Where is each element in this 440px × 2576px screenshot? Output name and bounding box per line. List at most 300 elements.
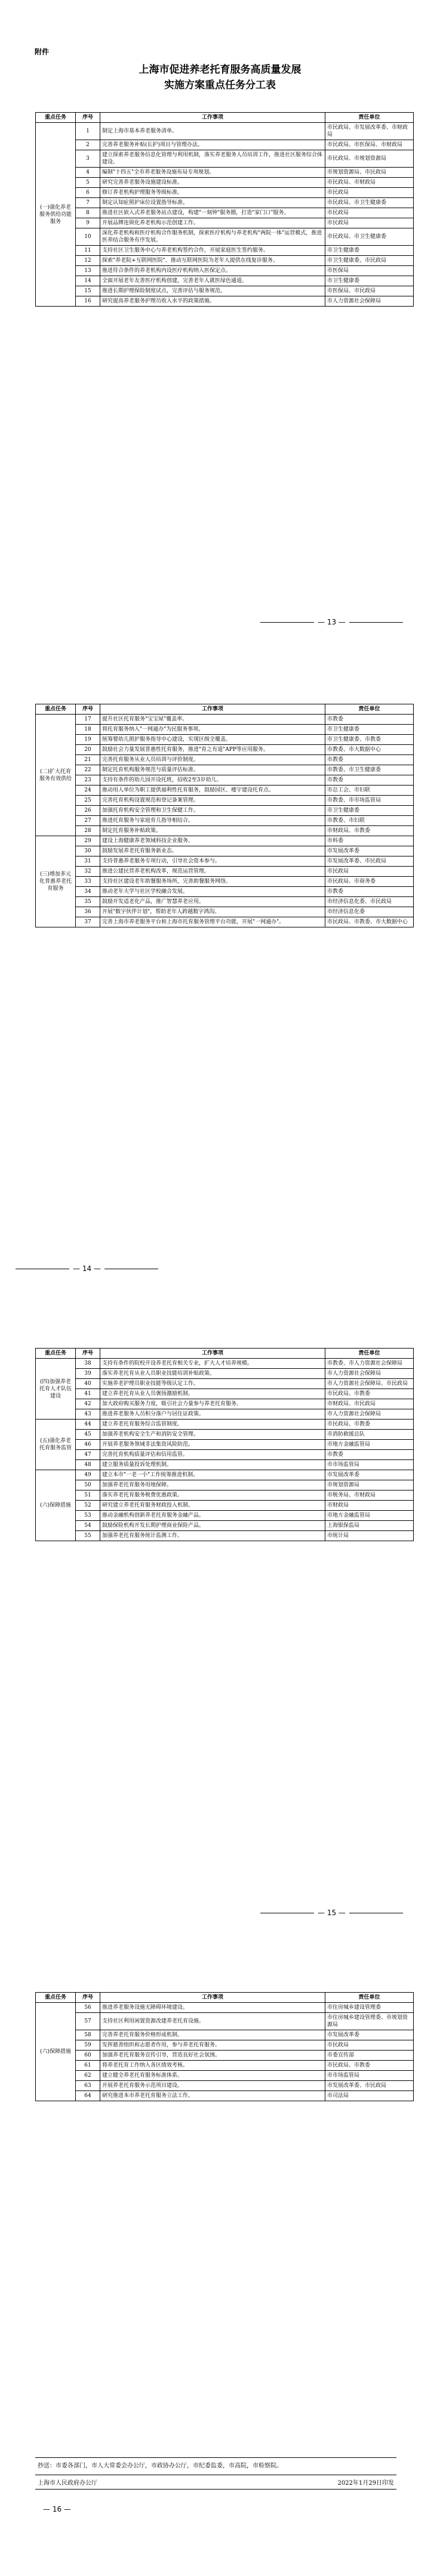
- responsible-unit: 市教委: [325, 755, 414, 765]
- table-row: [36, 168, 414, 178]
- table-row: [36, 1409, 414, 1420]
- responsible-unit: 市教委: [325, 715, 414, 725]
- responsible-unit: 市发展改革委、市民政局: [325, 2081, 414, 2091]
- row-number: 54: [76, 1521, 100, 1531]
- page-4: [0, 1932, 440, 2576]
- table-row: [36, 1389, 414, 1399]
- responsible-unit: 市住房城乡建设管理委: [325, 2003, 414, 2013]
- row-number: 58: [76, 2030, 100, 2040]
- responsible-unit: 市消防救援总队: [325, 1430, 414, 1440]
- work-item: 鼓励社会力量发展普惠性托育服务，推进"育之有道"APP等应用服务。: [100, 745, 325, 755]
- table-row: [36, 846, 414, 856]
- column-header: 工作事项: [100, 1993, 325, 2003]
- annex-label: 附件: [35, 48, 50, 56]
- work-item: 实施养老护理员职业技能等级认定工作。: [100, 1379, 325, 1389]
- responsible-unit: 市民政局、市医保局、市财政局: [325, 140, 414, 150]
- table-row: [36, 816, 414, 826]
- row-number: 49: [76, 1470, 100, 1480]
- work-item: 完善养老托育服务价格形成机制。: [100, 2030, 325, 2040]
- work-item: 建设上海健康养老领域科技企业服务。: [100, 836, 325, 846]
- responsible-unit: 市规划资源局: [325, 1480, 414, 1490]
- task-category: (四)加强养老托育人才队伍建设: [36, 1359, 76, 1420]
- column-header: 重点任务: [36, 1993, 76, 2003]
- responsible-unit: 市住房城乡建设管理委、市规划资源局: [325, 2013, 414, 2030]
- column-header: 序号: [76, 1993, 100, 2003]
- column-header: 序号: [76, 113, 100, 123]
- table-row: [36, 725, 414, 735]
- responsible-unit: 市财政局、市教委: [325, 826, 414, 836]
- table-row: [36, 907, 414, 917]
- table-row: [36, 246, 414, 256]
- row-number: 33: [76, 877, 100, 887]
- work-item: 建立服务质量投诉处理机制。: [100, 1460, 325, 1470]
- table-row: [36, 2013, 414, 2030]
- responsible-unit: 市卫生健康委、市教委: [325, 735, 414, 745]
- row-number: 63: [76, 2081, 100, 2091]
- cc-label: 抄送：: [38, 2463, 56, 2469]
- work-item: 加强养老托育服务用地保障。: [100, 1480, 325, 1490]
- work-item: 建立健全养老托育服务标准体系。: [100, 2071, 325, 2081]
- work-item: 探索"养老院+互联网医院"、推动互联网医院为老年人提供在线复诊服务。: [100, 256, 325, 266]
- cc-list: [35, 2458, 396, 2475]
- responsible-unit: 上海银保监局: [325, 1521, 414, 1531]
- issuer: 上海市人民政府办公厅: [38, 2480, 97, 2487]
- work-item: 推进公建民营养老机构改革，规范运营管理。: [100, 867, 325, 877]
- work-item: 加强养老机构安全生产和消防安全管理。: [100, 1430, 325, 1440]
- task-category: (六)保障措施: [36, 2003, 76, 2101]
- row-number: 30: [76, 846, 100, 856]
- work-item: 推进长期护理保险制度试点，完善评估与服务规范。: [100, 286, 325, 296]
- responsible-unit: 市民政局、市教委、市大数据中心: [325, 917, 414, 927]
- row-number: 31: [76, 856, 100, 867]
- table-row: [36, 1430, 414, 1440]
- row-number: 35: [76, 897, 100, 907]
- work-item: 完善托育服务从业人员培训与评价制度。: [100, 755, 325, 765]
- table-row: [36, 917, 414, 927]
- work-item: 提升社区托育服务"宝宝屋"覆盖率。: [100, 715, 325, 725]
- work-item: 支持社区建设老年助餐服务场所，完善助餐服务网络。: [100, 877, 325, 887]
- row-number: 4: [76, 168, 100, 178]
- column-header: 工作事项: [100, 1349, 325, 1359]
- table-row: [36, 775, 414, 786]
- task-category: (一)强化养老服务供给功能服务: [36, 123, 76, 307]
- table-row: [36, 1440, 414, 1450]
- table-row: [36, 1521, 414, 1531]
- work-item: 推进符合条件的养老机构内设医疗机构纳入医保定点。: [100, 266, 325, 276]
- row-number: 53: [76, 1511, 100, 1521]
- responsible-unit: 市人力资源社会保障局: [325, 1369, 414, 1379]
- table-row: [36, 228, 414, 246]
- table-row: [36, 123, 414, 140]
- row-number: 52: [76, 1501, 100, 1511]
- responsible-unit: 市民政局、市教委: [325, 1389, 414, 1399]
- row-number: 50: [76, 1480, 100, 1490]
- column-header: 工作事项: [100, 113, 325, 123]
- work-item: 完善养老服务补贴(长护)项目与管理办法。: [100, 140, 325, 150]
- row-number: 10: [76, 228, 100, 246]
- table-header-row: [36, 1993, 414, 2003]
- column-header: 责任单位: [325, 113, 414, 123]
- responsible-unit: 市民政局、市教委: [325, 1420, 414, 1430]
- work-item: 开展养老托育服务示范项目建设。: [100, 2081, 325, 2091]
- row-number: 55: [76, 1531, 100, 1541]
- row-number: 46: [76, 1440, 100, 1450]
- responsible-unit: 市经济信息化委: [325, 907, 414, 917]
- table-row: [36, 188, 414, 198]
- table-row: [36, 2030, 414, 2040]
- work-item: 加大政府购买服务力度，吸引社会力量参与养老托育服务。: [100, 1399, 325, 1409]
- table-row: [36, 867, 414, 877]
- table-row: [36, 2081, 414, 2091]
- work-item: 支持社区卫生服务中心与养老机构签约合作，开展家庭医生签约服务。: [100, 246, 325, 256]
- table-row: [36, 1480, 414, 1490]
- responsible-unit: 市卫生健康委、市民政局: [325, 256, 414, 266]
- work-item: 开展养老服务领域非法集资风险防范。: [100, 1440, 325, 1450]
- row-number: 32: [76, 867, 100, 877]
- page-2: [0, 644, 440, 1288]
- responsible-unit: 市卫生健康委: [325, 806, 414, 816]
- responsible-unit: 市税务局、市财政局: [325, 1490, 414, 1501]
- row-number: 56: [76, 2003, 100, 2013]
- row-number: 12: [76, 256, 100, 266]
- work-item: 发挥慈善组织和志愿者作用，参与养老托育服务。: [100, 2040, 325, 2051]
- page-number: — 14 —: [12, 1264, 162, 1273]
- row-number: 24: [76, 786, 100, 796]
- responsible-unit: 市发展改革委: [325, 1470, 414, 1480]
- table-row: [36, 150, 414, 168]
- table-row: [36, 1450, 414, 1460]
- work-item: 完善托育机构设置规范和登记备案管理。: [100, 796, 325, 806]
- responsible-unit: 市人力资源社会保障局: [325, 1409, 414, 1420]
- work-item: 研究完善养老服务设施建设标准。: [100, 178, 325, 188]
- table-row: [36, 1359, 414, 1369]
- row-number: 62: [76, 2071, 100, 2081]
- table-row: [36, 887, 414, 897]
- table-header-row: [36, 1349, 414, 1359]
- task-table: [35, 112, 414, 307]
- task-category: (三)增加多元化普惠养老托育服务: [36, 836, 76, 927]
- work-item: 加强养老托育服务统计监测工作。: [100, 1531, 325, 1541]
- page-3: [0, 1288, 440, 1932]
- table-row: [36, 806, 414, 816]
- work-item: 推动用人单位为职工提供福利性托育服务，鼓励园区、楼宇建设托育点。: [100, 786, 325, 796]
- work-item: 全面开展老年友善医疗机构创建，完善老年人就医绿色通道。: [100, 276, 325, 286]
- table-row: [36, 140, 414, 150]
- table-row: [36, 198, 414, 208]
- row-number: 13: [76, 266, 100, 276]
- table-row: [36, 1501, 414, 1511]
- table-row: [36, 856, 414, 867]
- row-number: 25: [76, 796, 100, 806]
- table-row: [36, 1460, 414, 1470]
- responsible-unit: 市卫生健康委: [325, 246, 414, 256]
- work-item: 建立养老托育服务综合监管制度。: [100, 1420, 325, 1430]
- row-number: 57: [76, 2013, 100, 2030]
- page-number: — 15 —: [257, 1909, 407, 1917]
- table-row: [36, 178, 414, 188]
- table-header-row: [36, 113, 414, 123]
- work-item: 推进托育服务与家庭育儿指导相结合。: [100, 816, 325, 826]
- row-number: 16: [76, 296, 100, 307]
- row-number: 8: [76, 208, 100, 218]
- column-header: 重点任务: [36, 1349, 76, 1359]
- row-number: 37: [76, 917, 100, 927]
- responsible-unit: 市民政局、市规划资源局: [325, 150, 414, 168]
- task-category: (六)保障措施: [36, 1470, 76, 1541]
- row-number: 11: [76, 246, 100, 256]
- row-number: 21: [76, 755, 100, 765]
- table-row: [36, 2071, 414, 2081]
- responsible-unit: 市科委: [325, 836, 414, 846]
- work-item: 加强托育机构安全管理和卫生保健工作。: [100, 806, 325, 816]
- responsible-unit: 市卫生健康委: [325, 725, 414, 735]
- work-item: 鼓励保险机构开发长期护理商业保险产品。: [100, 1521, 325, 1531]
- responsible-unit: 市财政局、市民政局: [325, 1399, 414, 1409]
- responsible-unit: 市医保局: [325, 266, 414, 276]
- responsible-unit: 市市场监管局: [325, 1460, 414, 1470]
- row-number: 9: [76, 218, 100, 228]
- work-item: 编制"十四五"全市养老服务设施布局专项规划。: [100, 168, 325, 178]
- work-item: 深化养老机构和医疗机构合作服务机制，探索医疗机构与养老机构"两院一体"运营模式，推进医养结合服务有序发展。: [100, 228, 325, 246]
- responsible-unit: 市教委、市卫生健康委: [325, 765, 414, 775]
- page-number: — 16 —: [43, 2505, 71, 2513]
- responsible-unit: 市地方金融监管局: [325, 1440, 414, 1450]
- row-number: 19: [76, 735, 100, 745]
- row-number: 64: [76, 2091, 100, 2101]
- column-header: 责任单位: [325, 1349, 414, 1359]
- work-item: 将托育服务纳入"一网通办"为民服务事项。: [100, 725, 325, 735]
- responsible-unit: 市发展改革委: [325, 846, 414, 856]
- table-row: [36, 2003, 414, 2013]
- row-number: 28: [76, 826, 100, 836]
- table-row: [36, 1379, 414, 1389]
- responsible-unit: 市教委、市大数据中心: [325, 745, 414, 755]
- work-item: 开展"数字伙伴计划"，帮助老年人跨越数字鸿沟。: [100, 907, 325, 917]
- responsible-unit: 市民政局: [325, 208, 414, 218]
- row-number: 36: [76, 907, 100, 917]
- table-row: [36, 2040, 414, 2051]
- work-item: 制定上海市基本养老服务清单。: [100, 123, 325, 140]
- row-number: 61: [76, 2061, 100, 2071]
- work-item: 推进社区嵌入式养老服务站点建设，构建"一刻钟"服务圈，打造"家门口"服务。: [100, 208, 325, 218]
- table-row: [36, 296, 414, 307]
- column-header: 序号: [76, 1349, 100, 1359]
- table-row: [36, 1470, 414, 1480]
- row-number: 34: [76, 887, 100, 897]
- table-row: [36, 765, 414, 775]
- row-number: 5: [76, 178, 100, 188]
- row-number: 7: [76, 198, 100, 208]
- table-row: [36, 1531, 414, 1541]
- work-item: 建立养老托育从业人员褒扬激励机制。: [100, 1389, 325, 1399]
- row-number: 43: [76, 1409, 100, 1420]
- document-title-line1: 上海市促进养老托育服务高质量发展: [139, 64, 301, 76]
- table-row: [36, 286, 414, 296]
- table-row: [36, 877, 414, 887]
- table-row: [36, 266, 414, 276]
- row-number: 29: [76, 836, 100, 846]
- row-number: 45: [76, 1430, 100, 1440]
- document-footer: [35, 2457, 396, 2490]
- work-item: 落实养老托育从业人员职业技能培训补贴政策。: [100, 1369, 325, 1379]
- table-row: [36, 276, 414, 286]
- work-item: 支持有条件的幼儿园开设托班，招收2至3岁幼儿。: [100, 775, 325, 786]
- column-header: 重点任务: [36, 704, 76, 715]
- row-number: 39: [76, 1369, 100, 1379]
- responsible-unit: 市规划资源局、市民政局: [325, 168, 414, 178]
- table-row: [36, 897, 414, 907]
- responsible-unit: 市民政局、市教委: [325, 2061, 414, 2071]
- responsible-unit: 市民政局、市财政局: [325, 178, 414, 188]
- column-header: 工作事项: [100, 704, 325, 715]
- table-header-row: [36, 704, 414, 715]
- work-item: 鼓励发展养老托育服务新业态。: [100, 846, 325, 856]
- row-number: 22: [76, 765, 100, 775]
- document-title-line2: 实施方案重点任务分工表: [164, 79, 276, 91]
- work-item: 推进养老服务设施无障碍环境建设。: [100, 2003, 325, 2013]
- responsible-unit: 市人力资源社会保障局、市民政局: [325, 1379, 414, 1389]
- responsible-unit: 市教委、市妇联: [325, 816, 414, 826]
- responsible-unit: 市教委: [325, 1450, 414, 1460]
- work-item: 建立探索养老服务信息化管理与利用机制，落实养老服务人员培训工作，推进社区服务综合体建设。: [100, 150, 325, 168]
- task-category: (五)强化养老托育服务监管: [36, 1420, 76, 1470]
- work-item: 制定托育机构服务规范与质量评估标准。: [100, 765, 325, 775]
- row-number: 38: [76, 1359, 100, 1369]
- responsible-unit: 市医保局、市民政局: [325, 286, 414, 296]
- row-number: 44: [76, 1420, 100, 1430]
- responsible-unit: 市卫生健康委: [325, 276, 414, 286]
- row-number: 60: [76, 2051, 100, 2061]
- row-number: 40: [76, 1379, 100, 1389]
- issue-date: 2022年1月29日印发: [337, 2480, 394, 2487]
- table-row: [36, 1420, 414, 1430]
- responsible-unit: 市教委: [325, 775, 414, 786]
- task-category: (二)扩大托育服务有效供给: [36, 715, 76, 836]
- row-number: 48: [76, 1460, 100, 1470]
- work-item: 推动金融机构创新养老托育服务金融产品。: [100, 1511, 325, 1521]
- table-row: [36, 755, 414, 765]
- page-1: [0, 0, 440, 644]
- responsible-unit: 市总工会、市妇联: [325, 786, 414, 796]
- task-table: [35, 704, 414, 927]
- table-row: [36, 256, 414, 266]
- work-item: 研究提高养老服务护理员收入水平的政策措施。: [100, 296, 325, 307]
- column-header: 序号: [76, 704, 100, 715]
- table-row: [36, 715, 414, 725]
- responsible-unit: 市教委: [325, 887, 414, 897]
- row-number: 51: [76, 1490, 100, 1501]
- work-item: 将养老托育工作纳入各区绩效考核。: [100, 2061, 325, 2071]
- responsible-unit: 市教委、市人力资源社会保障局: [325, 1359, 414, 1369]
- responsible-unit: 市教委、市市场监管局: [325, 796, 414, 806]
- table-row: [36, 735, 414, 745]
- responsible-unit: 市司法局: [325, 2091, 414, 2101]
- row-number: 41: [76, 1389, 100, 1399]
- row-number: 14: [76, 276, 100, 286]
- responsible-unit: 市地方金融监管局: [325, 1511, 414, 1521]
- responsible-unit: 市市场监管局: [325, 2071, 414, 2081]
- responsible-unit: 市民政局、市卫生健康委: [325, 228, 414, 246]
- row-number: 2: [76, 140, 100, 150]
- column-header: 责任单位: [325, 704, 414, 715]
- row-number: 18: [76, 725, 100, 735]
- row-number: 42: [76, 1399, 100, 1409]
- page-number: — 13 —: [257, 618, 407, 626]
- row-number: 26: [76, 806, 100, 816]
- work-item: 支持普惠养老服务专项行动，引导社会资本参与。: [100, 856, 325, 867]
- table-row: [36, 2051, 414, 2061]
- table-row: [36, 826, 414, 836]
- work-item: 制定托育服务补贴政策。: [100, 826, 325, 836]
- row-number: 6: [76, 188, 100, 198]
- responsible-unit: 市统计局: [325, 1531, 414, 1541]
- cc-recipients: 市委各部门，市人大常委会办公厅，市政协办公厅，市纪委监委，市高院，市检察院。: [56, 2463, 282, 2469]
- responsible-unit: 市财政局: [325, 1501, 414, 1511]
- table-row: [36, 1369, 414, 1379]
- responsible-unit: 市委宣传部: [325, 2051, 414, 2061]
- table-row: [36, 745, 414, 755]
- work-item: 建立本市"一老一小"工作统筹推进机制。: [100, 1470, 325, 1480]
- row-number: 47: [76, 1450, 100, 1460]
- table-row: [36, 1399, 414, 1409]
- work-item: 支持有条件的院校开设养老托育相关专业，扩大人才培养规模。: [100, 1359, 325, 1369]
- row-number: 1: [76, 123, 100, 140]
- table-row: [36, 2061, 414, 2071]
- work-item: 鼓励开发适老化产品，推广智慧养老应用。: [100, 897, 325, 907]
- table-row: [36, 796, 414, 806]
- work-item: 研究建立养老托育服务财政投入机制。: [100, 1501, 325, 1511]
- work-item: 加强养老托育服务宣传引导，营造良好社会氛围。: [100, 2051, 325, 2061]
- responsible-unit: 市民政局: [325, 2040, 414, 2051]
- work-item: 推动老年大学与社区学校融合发展。: [100, 887, 325, 897]
- work-item: 支持社区利用闲置资源改建养老托育设施。: [100, 2013, 325, 2030]
- work-item: 完善托育机构质量评估和信用监管。: [100, 1450, 325, 1460]
- work-item: 开展品牌连锁化养老机构示范创建工作。: [100, 218, 325, 228]
- responsible-unit: 市民政局、市商务委: [325, 877, 414, 887]
- responsible-unit: 市民政局: [325, 867, 414, 877]
- row-number: 23: [76, 775, 100, 786]
- task-table: [35, 1992, 414, 2101]
- row-number: 15: [76, 286, 100, 296]
- responsible-unit: 市民政局、市发展改革委、市财政局: [325, 123, 414, 140]
- row-number: 17: [76, 715, 100, 725]
- column-header: 责任单位: [325, 1993, 414, 2003]
- work-item: 完善上海市养老服务平台和上海市托育服务管理平台功能，开展"一网通办"。: [100, 917, 325, 927]
- table-row: [36, 208, 414, 218]
- table-row: [36, 218, 414, 228]
- work-item: 研究推进本市养老托育服务立法工作。: [100, 2091, 325, 2101]
- row-number: 27: [76, 816, 100, 826]
- work-item: 推进养老服务人员积分落户与居住证政策。: [100, 1409, 325, 1420]
- work-item: 统筹婴幼儿照护服务指导中心建设，实现区级全覆盖。: [100, 735, 325, 745]
- row-number: 3: [76, 150, 100, 168]
- row-number: 20: [76, 745, 100, 755]
- responsible-unit: 市民政局: [325, 188, 414, 198]
- responsible-unit: 市发展改革委: [325, 2030, 414, 2040]
- table-row: [36, 1490, 414, 1501]
- table-row: [36, 2091, 414, 2101]
- table-row: [36, 836, 414, 846]
- responsible-unit: 市民政局: [325, 218, 414, 228]
- row-number: 59: [76, 2040, 100, 2051]
- responsible-unit: 市人力资源社会保障局: [325, 296, 414, 307]
- work-item: 修订养老机构护理服务等级标准。: [100, 188, 325, 198]
- table-row: [36, 1511, 414, 1521]
- responsible-unit: 市发展改革委、市民政局: [325, 856, 414, 867]
- responsible-unit: 市经济信息化委、市民政局: [325, 897, 414, 907]
- task-table: [35, 1348, 414, 1541]
- table-row: [36, 786, 414, 796]
